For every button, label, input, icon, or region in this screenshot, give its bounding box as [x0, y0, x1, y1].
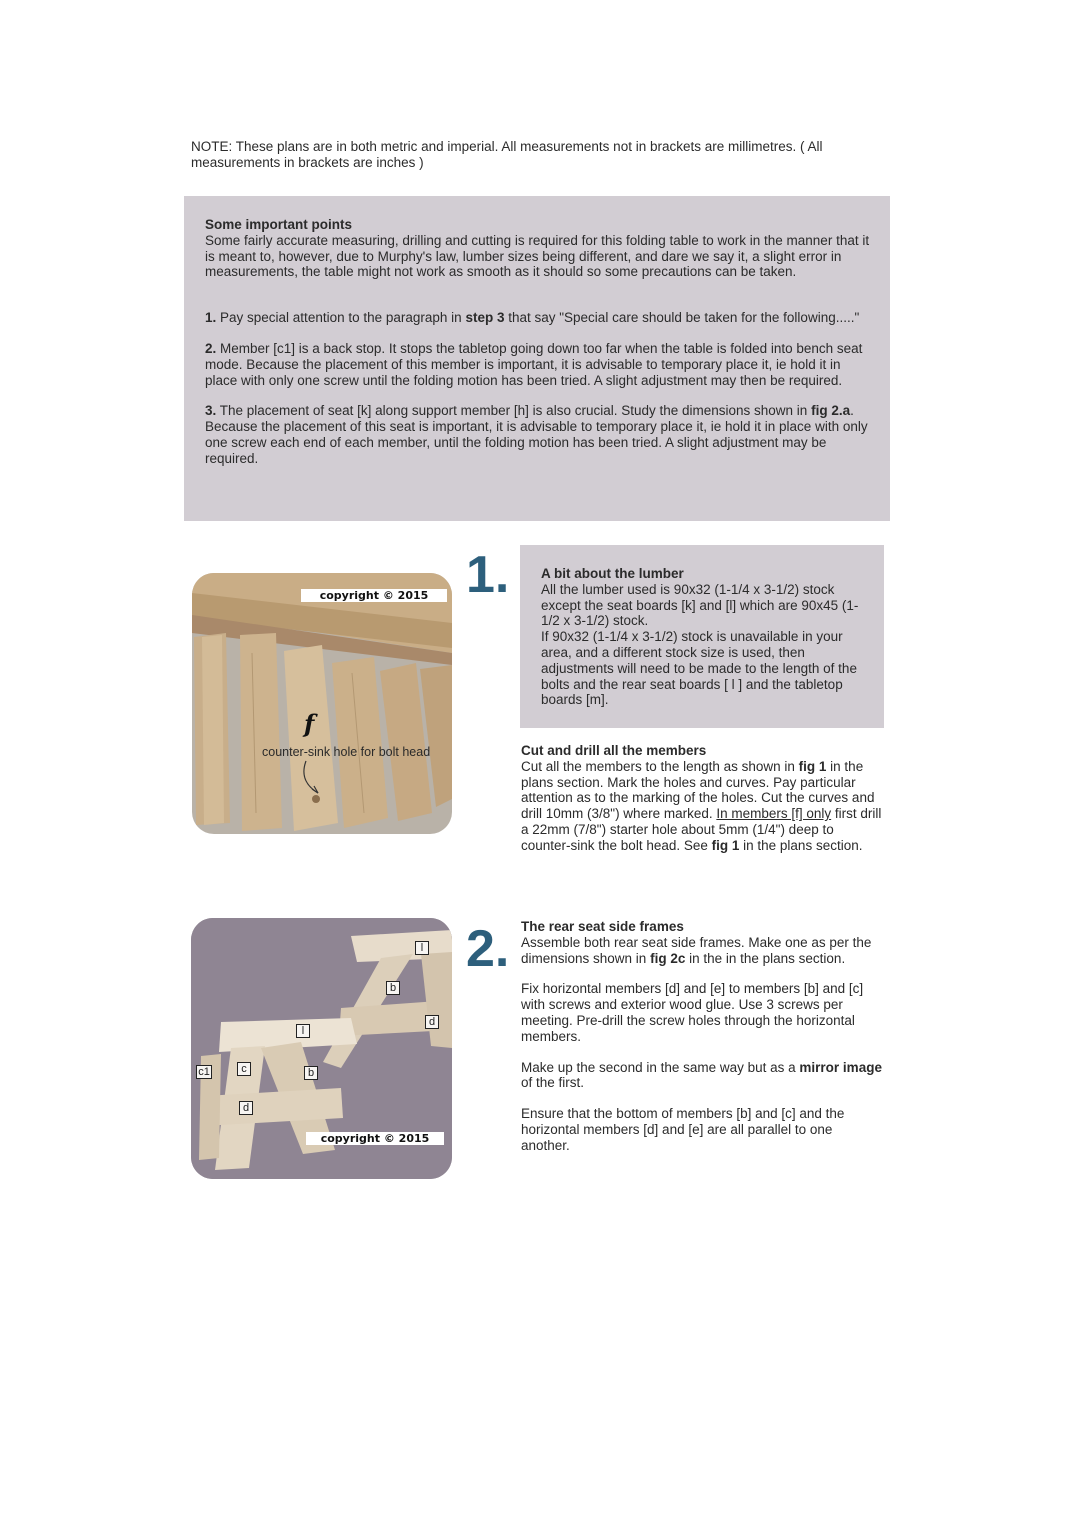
lumber-photo [192, 573, 452, 834]
point-2-text: Member [c1] is a back stop. It stops the tabletop going down too far when the table is folded into bench seat mode. Because the placement of this member is important, it is advisable to temporary place it, ie hold it in place with only one screw until the folding motion has been tried. A slight adjustment may then be required. [205, 340, 863, 388]
cut-text-a: Cut all the members to the length as shown in [521, 758, 799, 774]
rear-seat-p3-b: of the first. [521, 1075, 585, 1091]
copyright-badge-2: copyright © 2015 [306, 1132, 444, 1145]
rear-seat-section [521, 919, 883, 1154]
point-1-text-b: that say "Special care should be taken for the following....." [504, 310, 860, 326]
countersink-caption: counter-sink hole for bolt head [262, 745, 431, 759]
member-b-tag-left: b [304, 1066, 318, 1080]
member-c1-tag: c1 [196, 1065, 212, 1079]
member-c-tag: c [237, 1062, 251, 1076]
step-2-number: 2. [466, 920, 510, 978]
point-3-number: 3. [205, 403, 217, 419]
rear-seat-mirror-image: mirror image [799, 1059, 882, 1075]
rear-seat-p1-b: in the in the plans section. [685, 950, 846, 966]
rear-seat-p1-a: Assemble both rear seat side frames. Make one as per the dimensions shown in [521, 934, 872, 966]
cut-text-d: in the plans section. [739, 837, 863, 853]
caption-arrow-icon [300, 759, 330, 799]
cut-text-c: first drill a 22mm (7/8") starter hole about 5mm (1/4") deep to counter-sink the bolt head. See [521, 806, 882, 853]
point-1-number: 1. [205, 310, 217, 326]
rear-seat-paragraph-4: Ensure that the bottom of members [b] and [c] and the horizontal members [d] and [e] are all parallel to one another. [521, 1106, 845, 1153]
cut-and-drill-section [521, 743, 883, 854]
point-2 [205, 341, 873, 388]
important-points-heading: Some important points [205, 217, 353, 232]
important-points-intro: Some fairly accurate measuring, drilling and cutting is required for this folding table to work in the manner that it is meant to, however, due to Murphy's law, lumber sizes being different, and dare we say it, a slight error in measurements, the table might not work as smooth as it should so some precautions can be taken. [205, 232, 870, 280]
point-1 [205, 310, 873, 326]
copyright-badge: copyright © 2015 [301, 589, 447, 602]
lumber-paragraph-2: If 90x32 (1-1/4 x 3-1/2) stock is unavailable in your area, and a different stock size is used, then adjustments will need to be made to the length of the bolts and the rear seat boards [ l ] and the tabletop boards [m]. [541, 629, 857, 708]
cut-members-f-only: In members [f] only [716, 806, 832, 822]
cut-paragraph [521, 759, 883, 854]
cut-heading: Cut and drill all the members [521, 743, 707, 758]
rear-seat-paragraph-3 [521, 1060, 883, 1092]
member-b-tag-right: b [386, 981, 400, 995]
rear-seat-paragraph-2: Fix horizontal members [d] and [e] to members [b] and [c] with screws and exterior wood glue. Use 3 screws per meeting. Pre-drill the screw holes through the horizontal members. [521, 981, 864, 1044]
step-1-number: 1. [466, 546, 510, 604]
important-points-panel [184, 196, 890, 521]
metric-imperial-note: NOTE: These plans are in both metric and imperial. All measurements not in brackets are millimetres. ( All measurements in brackets are inches ) [191, 139, 823, 170]
point-2-number: 2. [205, 340, 217, 356]
cut-fig-ref-1: fig 1 [798, 758, 827, 774]
point-3-fig-ref: fig 2.a [811, 403, 851, 419]
cut-fig-ref-2: fig 1 [711, 837, 740, 853]
point-1-text-a: Pay special attention to the paragraph in [216, 310, 466, 326]
lumber-paragraph-1: All the lumber used is 90x32 (1-1/4 x 3-1/2) stock except the seat boards [k] and [l] which are 90x45 (1-1/2 x 3-1/2) stock. [541, 581, 859, 629]
point-3 [205, 403, 873, 466]
member-l-tag-left: l [296, 1024, 310, 1038]
point-3-text-b: . Because the placement of this seat is important, it is advisable to temporary place it, ie hold it in place with only one screw each end of each member, until the folding motion has been tried. A slight adjustment may be required. [205, 403, 868, 466]
rear-seat-paragraph-1 [521, 935, 883, 967]
rear-seat-p3-a: Make up the second in the same way but as a [521, 1059, 800, 1075]
lumber-heading: A bit about the lumber [541, 566, 684, 581]
member-f-label: f [304, 709, 315, 738]
member-d-tag-right: d [425, 1015, 439, 1029]
rear-seat-heading: The rear seat side frames [521, 919, 684, 934]
member-d-tag-left: d [239, 1101, 253, 1115]
point-3-text-a: The placement of seat [k] along support member [h] is also crucial. Study the dimensions shown in [216, 403, 812, 419]
member-l-tag-right: l [415, 941, 429, 955]
side-frames-photo [191, 918, 452, 1179]
cut-text-b: in the plans section. Mark the holes and curves. Pay particular attention as to the marking of the holes. Cut the curves and drill 10mm (3/8") where marked. [521, 758, 875, 822]
rear-seat-fig-ref: fig 2c [650, 950, 686, 966]
lumber-panel [520, 545, 884, 728]
point-1-step-ref: step 3 [465, 310, 505, 326]
